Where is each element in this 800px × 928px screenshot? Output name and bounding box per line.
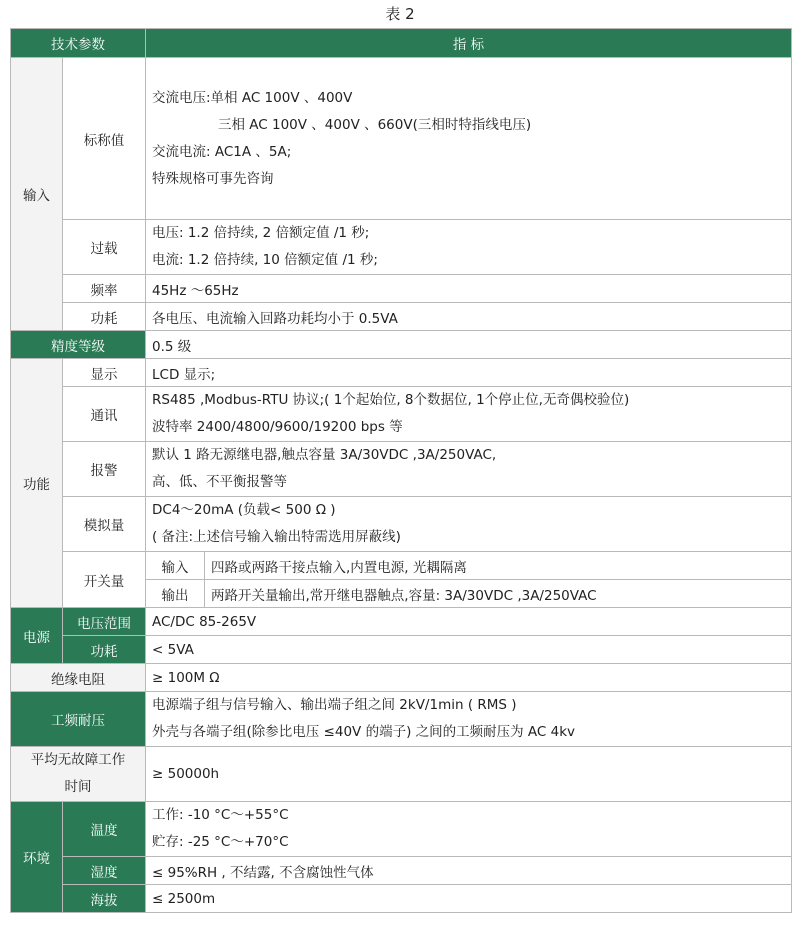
group-input: 输入	[11, 58, 63, 331]
row-switch-input	[11, 552, 792, 580]
label-display: 显示	[63, 359, 146, 387]
label-rated: 标称值	[63, 58, 146, 220]
label-mtbf	[11, 747, 146, 802]
group-power-supply: 电源	[11, 608, 63, 664]
row-analog	[11, 497, 792, 552]
label-comm: 通讯	[63, 387, 146, 442]
value-alarm	[146, 442, 792, 497]
rated-line-3: 交流电流: AC1A 、5A;	[152, 143, 292, 160]
mtbf-label-line-2: 时间	[64, 779, 92, 795]
row-input-power	[11, 303, 792, 331]
value-display: LCD 显示;	[146, 359, 792, 387]
value-voltage-range: AC/DC 85-265V	[146, 608, 792, 636]
row-temperature	[11, 802, 792, 857]
label-withstand: 工频耐压	[11, 692, 146, 747]
value-supply-consumption: < 5VA	[146, 636, 792, 664]
row-comm	[11, 387, 792, 442]
value-analog	[146, 497, 792, 552]
row-supply-consumption	[11, 636, 792, 664]
row-humidity	[11, 857, 792, 885]
row-accuracy	[11, 331, 792, 359]
label-humidity: 湿度	[63, 857, 146, 885]
row-voltage-range	[11, 608, 792, 636]
value-humidity: ≤ 95%RH , 不结露, 不含腐蚀性气体	[146, 857, 792, 885]
temperature-line-1: 工作: -10 °C～+55°C	[152, 807, 289, 823]
label-alarm: 报警	[63, 442, 146, 497]
value-comm	[146, 387, 792, 442]
comm-line-2: 波特率 2400/4800/9600/19200 bps 等	[152, 419, 403, 435]
row-overload	[11, 220, 792, 275]
group-function: 功能	[11, 359, 63, 608]
row-withstand	[11, 692, 792, 747]
value-switch-output: 两路开关量输出,常开继电器触点,容量: 3A/30VDC ,3A/250VAC	[205, 580, 792, 608]
row-altitude	[11, 885, 792, 913]
label-overload: 过载	[63, 220, 146, 275]
value-temperature	[146, 802, 792, 857]
withstand-line-1: 电源端子组与信号输入、输出端子组之间 2kV/1min ( RMS )	[152, 697, 517, 713]
temperature-line-2: 贮存: -25 °C～+70°C	[152, 834, 289, 850]
row-display	[11, 359, 792, 387]
value-withstand	[146, 692, 792, 747]
withstand-line-2: 外壳与各端子组(除参比电压 ≤40V 的端子) 之间的工频耐压为 AC 4kv	[152, 724, 576, 740]
analog-line-1: DC4～20mA (负载< 500 Ω )	[152, 502, 336, 518]
table-caption: 表 2	[385, 5, 415, 23]
value-mtbf: ≥ 50000h	[146, 747, 792, 802]
spec-table	[10, 28, 792, 913]
value-switch-input: 四路或两路干接点输入,内置电源, 光耦隔离	[205, 552, 792, 580]
label-frequency: 频率	[63, 275, 146, 303]
value-altitude: ≤ 2500m	[146, 885, 792, 913]
label-analog: 模拟量	[63, 497, 146, 552]
label-switch-input: 输入	[146, 552, 205, 580]
row-frequency	[11, 275, 792, 303]
rated-line-2: 三相 AC 100V 、400V 、660V(三相时特指线电压)	[218, 116, 532, 133]
mtbf-label-line-1: 平均无故障工作	[30, 752, 126, 768]
value-rated	[146, 58, 792, 220]
table-header-row	[11, 29, 792, 58]
row-alarm	[11, 442, 792, 497]
value-accuracy: 0.5 级	[146, 331, 792, 359]
label-altitude: 海拔	[63, 885, 146, 913]
label-insulation: 绝缘电阻	[11, 664, 146, 692]
label-input-power: 功耗	[63, 303, 146, 331]
row-rated	[11, 58, 792, 220]
value-overload	[146, 220, 792, 275]
overload-line-2: 电流: 1.2 倍持续, 10 倍额定值 /1 秒;	[152, 252, 378, 268]
comm-line-1: RS485 ,Modbus-RTU 协议;( 1个起始位, 8个数据位, 1个停止位,无奇偶校验位)	[152, 392, 630, 408]
label-temperature: 温度	[63, 802, 146, 857]
overload-line-1: 电压: 1.2 倍持续, 2 倍额定值 /1 秒;	[152, 225, 370, 241]
header-param: 技术参数	[11, 29, 146, 58]
analog-line-2: ( 备注:上述信号输入输出特需选用屏蔽线)	[152, 529, 401, 545]
value-insulation: ≥ 100M Ω	[146, 664, 792, 692]
row-mtbf	[11, 747, 792, 802]
label-accuracy: 精度等级	[11, 331, 146, 359]
label-supply-consumption: 功耗	[63, 636, 146, 664]
rated-line-4: 特殊规格可事先咨询	[152, 170, 274, 187]
group-environment: 环境	[11, 802, 63, 913]
alarm-line-1: 默认 1 路无源继电器,触点容量 3A/30VDC ,3A/250VAC,	[152, 447, 497, 463]
rated-line-1: 交流电压:单相 AC 100V 、400V	[152, 89, 353, 106]
alarm-line-2: 高、低、不平衡报警等	[152, 474, 287, 490]
value-frequency: 45Hz ～65Hz	[146, 275, 792, 303]
row-insulation	[11, 664, 792, 692]
value-input-power: 各电压、电流输入回路功耗均小于 0.5VA	[146, 303, 792, 331]
label-switch-output: 输出	[146, 580, 205, 608]
header-spec: 指 标	[146, 29, 792, 58]
label-switch: 开关量	[63, 552, 146, 608]
label-voltage-range: 电压范围	[63, 608, 146, 636]
